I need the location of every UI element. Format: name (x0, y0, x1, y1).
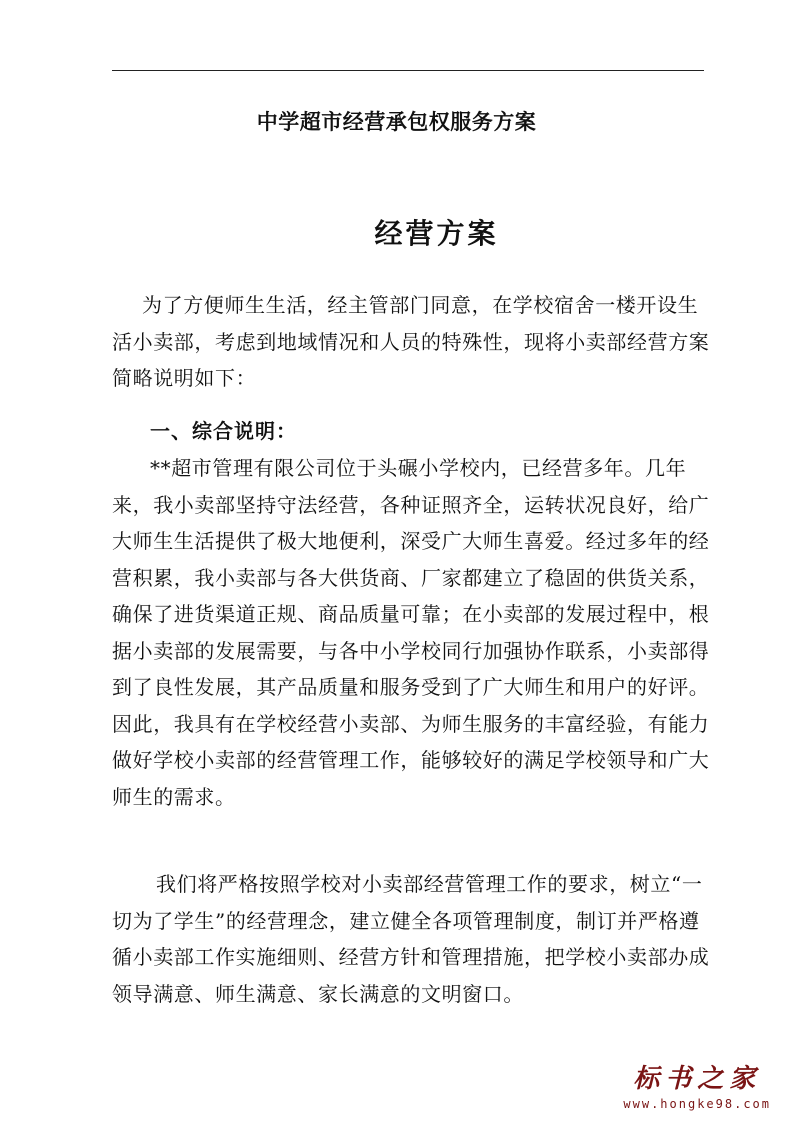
watermark-logo (623, 1058, 771, 1111)
document-title: 中学超市经营承包权服务方案 (256, 109, 537, 134)
watermark-logo-text: 标书之家 (633, 1064, 762, 1094)
section-heading: 经营方案 (374, 217, 499, 250)
header-rule (112, 70, 704, 71)
paragraph-commitment: 我们将严格按照学校对小卖部经营管理工作的要求，树立“一切为了学生”的经营理念，建立健全各项管理制度，制订并严格遵循小卖部工作实施细则、经营方针和管理措施，把学校小卖部办成领导满意、师生满意、家长满意的文明窗口。 (112, 872, 710, 1006)
paragraph-company-description: **超市管理有限公司位于头碾小学校内，已经营多年。几年来，我小卖部坚持守法经营，各种证照齐全，运转状况良好，给广大师生生活提供了极大地便利，深受广大师生喜爱。经过多年的经营积累，我小卖部与各大供货商、厂家都建立了稳固的供货关系，确保了进货渠道正规、商品质量可靠；在小卖部的发展过程中，根据小卖部的发展需要，与各中小学校同行加强协作联系，小卖部得到了良性发展，其产品质量和服务受到了广大师生和用户的好评。因此，我具有在学校经营小卖部、为师生服务的丰富经验，有能力做好学校小卖部的经营管理工作，能够较好的满足学校领导和广大师生的需求。 (112, 456, 710, 809)
watermark-url: www.hongke98.com (623, 1097, 771, 1111)
subheading-general-description: 一、综合说明： (150, 419, 297, 443)
paragraph-intro: 为了方便师生生活，经主管部门同意，在学校宿舍一楼开设生活小卖部，考虑到地域情况和人员的特殊性，现将小卖部经营方案简略说明如下： (112, 293, 710, 390)
